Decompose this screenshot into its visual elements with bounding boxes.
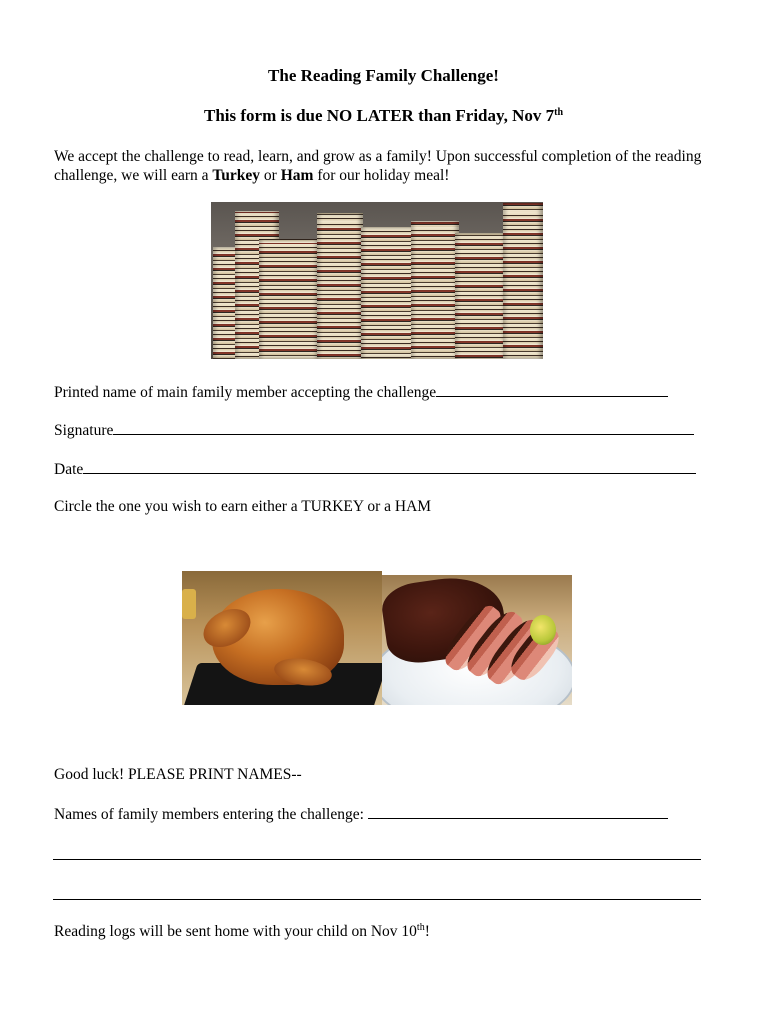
intro-text-2: for our holiday meal!: [313, 167, 450, 184]
due-date-text: This form is due NO LATER than Friday, Nov 7: [203, 106, 555, 125]
printed-name-blank[interactable]: [436, 382, 668, 397]
signature-blank[interactable]: [113, 420, 694, 435]
form-title: The Reading Family Challenge!: [268, 66, 499, 85]
date-blank[interactable]: [83, 459, 696, 474]
printed-name-label: Printed name of main family member accepting the challenge: [54, 384, 437, 401]
family-names-line-3[interactable]: [53, 899, 701, 900]
family-names-field: [54, 804, 668, 824]
family-names-label: Names of family members entering the challenge:: [54, 806, 368, 823]
circle-prompt: Circle the one you wish to earn either a TURKEY or a HAM: [54, 498, 432, 515]
reading-logs-text: Reading logs will be sent home with your child on Nov 10: [54, 923, 417, 940]
intro-ham: Ham: [280, 167, 314, 184]
due-date-heading: [0, 106, 767, 126]
signature-field: [54, 420, 694, 440]
reading-logs-ordinal: th: [416, 922, 425, 933]
printed-name-field: [54, 382, 668, 402]
ham-image[interactable]: [382, 575, 572, 705]
family-names-blank[interactable]: [368, 804, 668, 819]
intro-or: or: [260, 167, 281, 184]
intro-paragraph: [54, 147, 714, 185]
intro-text-1: We accept the challenge to read, learn, and grow as a family! Upon successful completion of the reading challenge, we will earn a: [54, 148, 702, 184]
intro-turkey: Turkey: [212, 167, 261, 184]
family-names-line-2[interactable]: [53, 859, 701, 860]
reading-logs-note: [54, 922, 430, 941]
date-label: Date: [54, 461, 84, 478]
good-luck-text: Good luck! PLEASE PRINT NAMES--: [54, 766, 302, 783]
due-date-ordinal: th: [554, 107, 564, 118]
reading-logs-end: !: [424, 923, 430, 940]
date-field: [54, 459, 696, 479]
turkey-image[interactable]: [182, 571, 382, 705]
signature-label: Signature: [54, 422, 114, 439]
books-image: [211, 202, 543, 359]
